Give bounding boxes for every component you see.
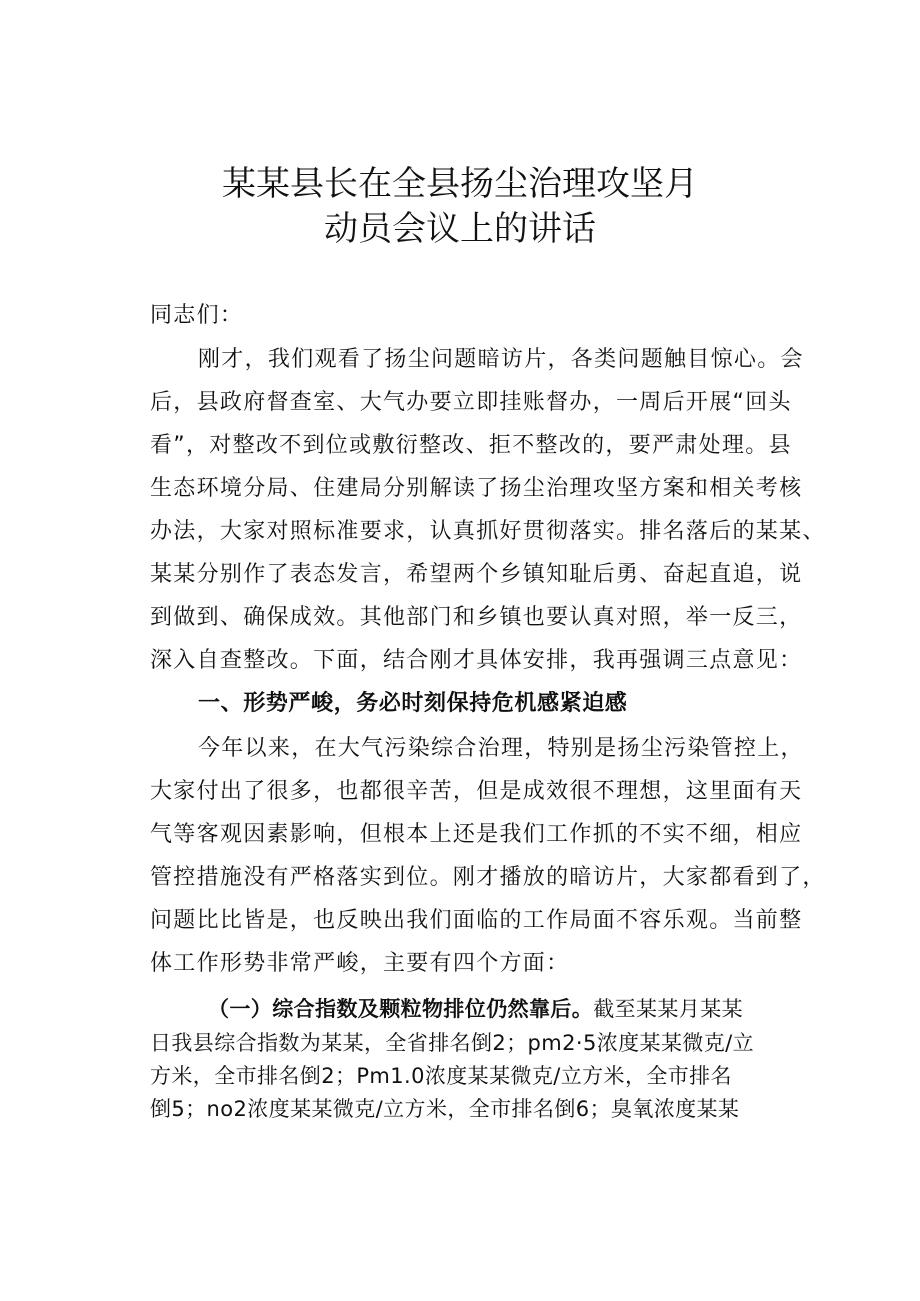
section-line: 气等客观因素影响，但根本上还是我们工作抓的不实不细，相应: [150, 822, 803, 847]
intro-line: 办法，大家对照标准要求，认真抓好贯彻落实。排名落后的某某、: [150, 519, 826, 544]
subsection-heading-1: （一）综合指数及颗粒物排位仍然靠后。: [208, 997, 594, 1021]
intro-line: 看”，对整改不到位或敷衍整改、拒不整改的，要严肃处理。县: [150, 433, 792, 458]
document-title-line-1: 某某县长在全县扬尘治理攻坚月: [222, 164, 698, 204]
section-line: 今年以来，在大气污染综合治理，特别是扬尘污染管控上，: [198, 736, 804, 761]
subsection-first-line-rest: 截至某某月某某: [593, 997, 744, 1021]
section-heading-1: 一、形势严峻，务必时刻保持危机感紧迫感: [198, 691, 628, 716]
salutation: 同志们：: [150, 303, 244, 328]
intro-line: 某某分别作了表态发言，希望两个乡镇知耻后勇、奋起直追，说: [150, 562, 803, 587]
section-line: 大家付出了很多，也都很辛苦，但是成效很不理想，这里面有天: [150, 779, 803, 804]
intro-line: 刚才，我们观看了扬尘问题暗访片，各类问题触目惊心。会: [198, 347, 804, 372]
subsection-line: 方米，全市排名倒2；Pm1.0浓度某某微克/立方米，全市排名: [150, 1064, 732, 1088]
intro-line: 生态环境分局、住建局分别解读了扬尘治理攻坚方案和相关考核: [150, 476, 803, 501]
subsection-line: 日我县综合指数为某某，全省排名倒2；pm2·5浓度某某微克/立: [150, 1031, 755, 1055]
document-title-line-2: 动员会议上的讲话: [324, 209, 596, 249]
intro-line: 深入自查整改。下面，结合刚才具体安排，我再强调三点意见：: [150, 648, 803, 673]
section-line: 问题比比皆是，也反映出我们面临的工作局面不容乐观。当前整: [150, 908, 803, 933]
section-line: 管控措施没有严格落实到位。刚才播放的暗访片，大家都看到了，: [150, 865, 826, 890]
intro-line: 后，县政府督查室、大气办要立即挂账督办，一周后开展“回头: [150, 390, 792, 415]
section-line: 体工作形势非常严峻，主要有四个方面：: [150, 951, 570, 976]
subsection-first-line: [208, 993, 743, 1023]
subsection-line: 倒5；no2浓度某某微克/立方米，全市排名倒6；臭氧浓度某某: [150, 1097, 740, 1121]
intro-line: 到做到、确保成效。其他部门和乡镇也要认真对照，举一反三，: [150, 605, 803, 630]
